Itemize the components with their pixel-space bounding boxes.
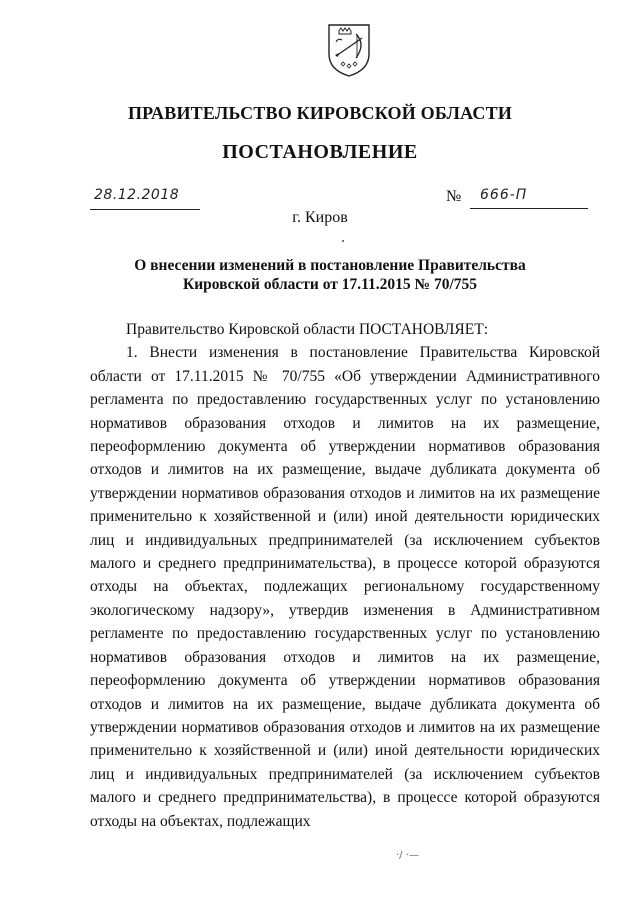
scan-speck	[342, 240, 344, 242]
kirov-coat-of-arms-icon	[326, 22, 372, 78]
document-subject	[120, 256, 540, 294]
organization-title: ПРАВИТЕЛЬСТВО КИРОВСКОЙ ОБЛАСТИ	[127, 103, 513, 123]
scan-mark: ·/ ·—	[396, 850, 419, 861]
subject-line-1: О внесении изменений в постановление Правительства	[134, 257, 526, 274]
document-type-title: ПОСТАНОВЛЕНИЕ	[222, 141, 418, 163]
intro-paragraph: Правительство Кировской области ПОСТАНОВЛЯЕТ:	[126, 321, 489, 338]
date-value: 28.12.2018	[94, 187, 180, 203]
item-1-paragraph: 1. Внести изменения в постановление Правительства Кировской области от 17.11.2015 № 70/755 «Об утверждении Административного регламента по предоставлению государственных услуг по установлению нормативов образования отходов и лимитов на их размещение, переоформлению документа об утверждении нормативов образования отходов и лимитов на их размещение, выдаче дубликата документа об утверждении нормативов образования отходов и лимитов на их размещение применительно к хозяйственной и (или) иной деятельности юридических лиц и индивидуальных предпринимателей (за исключением субъектов малого и среднего предпринимательства), в процессе которой образуются отходы на объектах, подлежащих региональному государственному экологическому надзору», утвердив изменения в Административном регламенте по предоставлению государственных услуг по установлению нормативов образования отходов и лимитов на их размещение, переоформлению документа об утверждении нормативов образования отходов и лимитов на их размещение, выдаче дубликата документа об утверждении нормативов образования отходов и лимитов на их размещение применительно к хозяйственной и (или) иной деятельности юридических лиц и индивидуальных предпринимателей (за исключением субъектов малого и среднего предпринимательства), в процессе которой образуются отходы на объектах, подлежащих	[90, 344, 600, 830]
subject-line-2: Кировской области от 17.11.2015 № 70/755	[182, 276, 478, 293]
number-field	[446, 187, 588, 209]
number-value: 666-П	[480, 187, 528, 203]
city-name: г. Киров	[292, 209, 348, 226]
document-body	[90, 318, 600, 833]
date-field	[90, 187, 200, 210]
number-label: №	[446, 188, 462, 205]
